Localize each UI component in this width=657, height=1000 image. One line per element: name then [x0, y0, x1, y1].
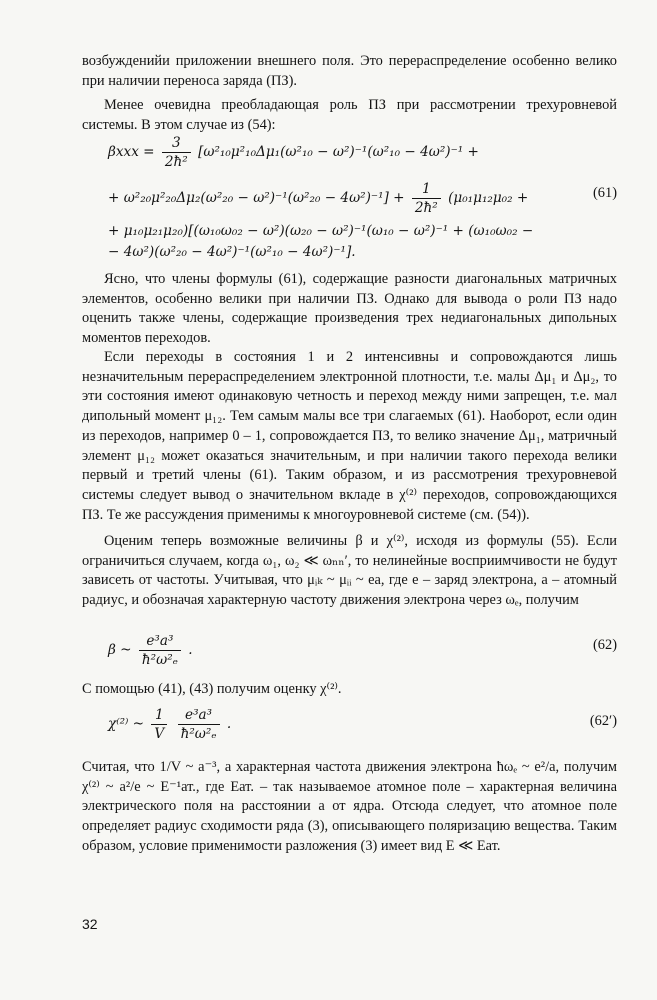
- eq62-numerator: e³a³: [139, 632, 181, 651]
- equation-number-62: (62): [593, 637, 617, 653]
- eq61-line2a-text: + ω²₂₀μ²₂₀Δμ₂(ω²₂₀ − ω²)⁻¹(ω²₂₀ − 4ω²)⁻¹] +: [108, 190, 405, 206]
- equation-62: [108, 632, 193, 669]
- eq62p-fraction-2: [178, 706, 220, 743]
- page-number: 32: [82, 916, 98, 932]
- eq62p-tail: .: [226, 716, 232, 732]
- equation-61-line-4: − 4ω²)(ω²₂₀ − 4ω²)⁻¹(ω²₁₀ − 4ω²)⁻¹].: [108, 244, 356, 260]
- equation-61-line-1: [108, 134, 479, 171]
- eq61-frac2-numerator: 1: [412, 180, 441, 199]
- eq62p-denominator: ħ²ω²ₑ: [180, 726, 217, 742]
- eq62p-frac1-denominator: V: [154, 726, 165, 742]
- eq62p-fraction-1: [151, 706, 167, 743]
- paragraph-2: Менее очевидна преобладающая роль ПЗ при рассмотрении трехуровневой системы. В этом случае из (54):: [82, 97, 617, 133]
- eq61-frac1-denominator: 2ħ²: [164, 154, 188, 170]
- eq61-line1-text: [ω²₁₀μ²₁₀Δμ₁(ω²₁₀ − ω²)⁻¹(ω²₁₀ − 4ω²)⁻¹ +: [198, 144, 479, 160]
- eq62p-frac1-numerator: 1: [151, 706, 167, 725]
- paragraph-4: Если переходы в состояния 1 и 2 интенсивны и сопровождаются лишь незначительным перераспределением электронной плотности, т.е. малы Δμ₁ и Δμ₂, то эти состояния имеют одинаковую четность и переход между ними запрещен, т.е. мал дипольный момент μ₁₂. Тем самым малы все три слагаемых (61). Наоборот, если один из переходов, например 0 – 1, сопровождается ПЗ, то велико значение Δμ₁, матричный элемент μ₁₂ может оказаться значительным, и при наличии такого перехода велики первый и третий члены (61). Таким образом, и из рассмотрения трехуровневой системы следует вывод о значительном вкладе в χ⁽²⁾ переходов, сопровождающихся ПЗ. Те же рассуждения применимы к многоуровневой системе (см. (54)).: [82, 349, 617, 523]
- equation-number-62-prime: (62′): [589, 713, 617, 729]
- paragraph-5: Оценим теперь возможные величины β и χ⁽²⁾, исходя из формулы (55). Если ограничиться случаем, когда ω₁, ω₂ ≪ ωₙₙ′, то нелинейные восприимчивости не будут зависеть от частоты. Учитывая, что μᵢₖ ~ μᵢᵢ ~ ea, где e – заряд электрона, a – атомный радиус, и обозначая характерную частоту движения электрона через ωₑ, получим: [82, 533, 617, 609]
- paragraph-7: Считая, что 1/V ~ a⁻³, а характерная частота движения электрона ħωₑ ~ e²/a, получим χ⁽²⁾ ~ a²/e ~ E⁻¹ат., где Eат. – так называемое атомное поле – характерная величина электрического поля на расстоянии a от ядра. Отсюда следует, что атомное поле определяет радиус сходимости ряда (3), описывающего поляризацию вещества. Таким образом, условие применимости разложения (3) имеет вид E ≪ Eат.: [82, 759, 617, 854]
- paragraph-1: возбужденийи приложении внешнего поля. Это перераспределение особенно велико при наличии переноса заряда (ПЗ).: [82, 53, 617, 89]
- eq61-lhs: βxxx =: [108, 144, 155, 160]
- eq62-lhs: β ~: [108, 642, 132, 658]
- equation-61-line-3: + μ₁₀μ₂₁μ₂₀)[(ω₁₀ω₀₂ − ω²)(ω₂₀ − ω²)⁻¹(ω₁₀ − ω²)⁻¹ + (ω₁₀ω₀₂ −: [108, 223, 534, 239]
- eq61-line2b-text: (μ₀₁μ₁₂μ₀₂ +: [448, 190, 529, 206]
- equation-61-line-2: [108, 180, 617, 217]
- eq62-fraction: [139, 632, 181, 669]
- eq62p-lhs: χ⁽²⁾ ~: [108, 716, 145, 732]
- paragraph-3: Ясно, что члены формулы (61), содержащие разности диагональных матричных элементов, особенно велики при наличии ПЗ. Однако для вывода о роли ПЗ надо оценить также члены, содержащие произведения трех недиагональных дипольных моментов переходов.: [82, 271, 617, 347]
- paragraph-6: С помощью (41), (43) получим оценку χ⁽²⁾.: [82, 681, 342, 697]
- equation-number-61: (61): [593, 185, 617, 201]
- eq62p-numerator: e³a³: [178, 706, 220, 725]
- eq61-frac2-denominator: 2ħ²: [414, 200, 438, 216]
- equation-62-prime: [108, 706, 231, 743]
- eq61-frac1-numerator: 3: [162, 134, 191, 153]
- eq61-fraction-1: [162, 134, 191, 171]
- eq62-tail: .: [188, 642, 193, 658]
- eq62-denominator: ħ²ω²ₑ: [141, 652, 178, 668]
- eq61-fraction-2: [412, 180, 441, 217]
